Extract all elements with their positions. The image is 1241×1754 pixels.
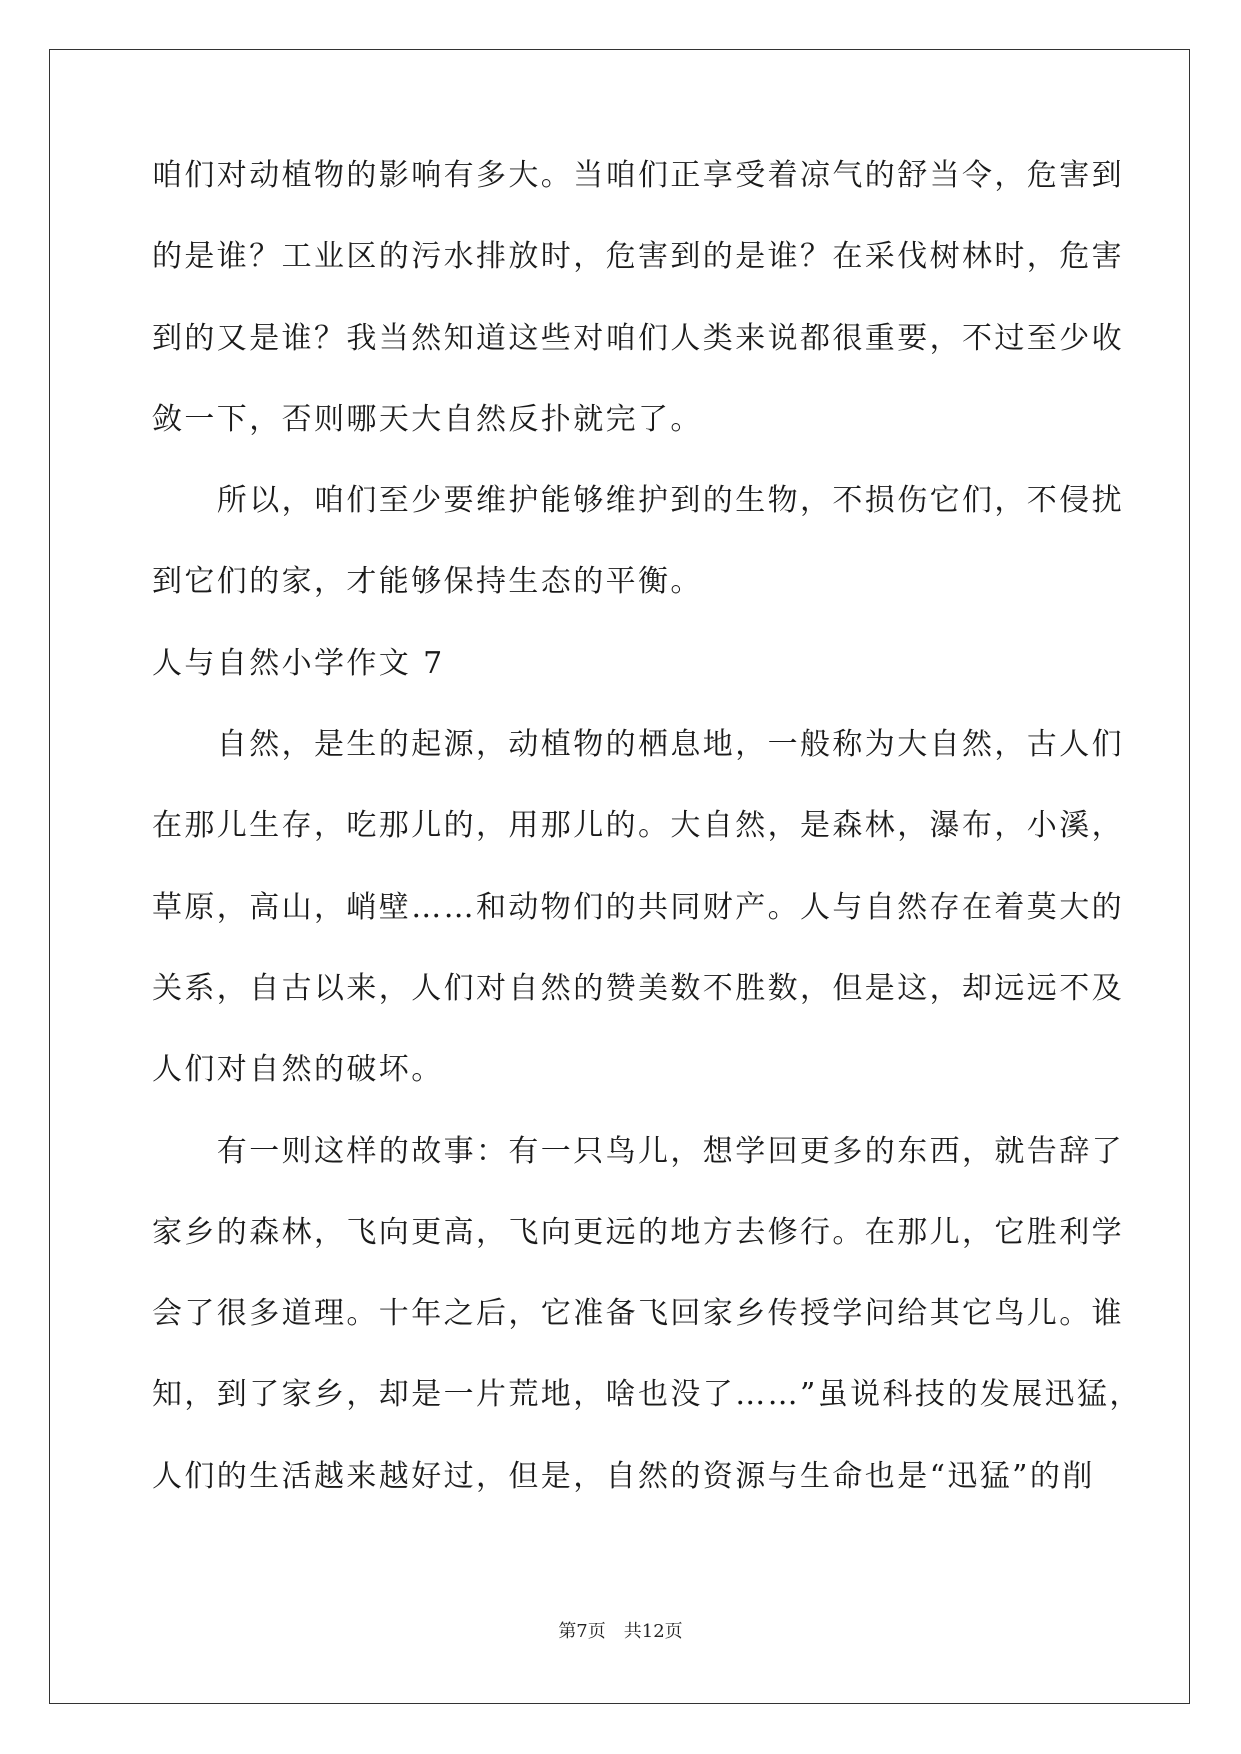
- text-line: 关系，自古以来，人们对自然的赞美数不胜数，但是这，却远远不及: [152, 970, 1124, 1006]
- text-line: 知，到了家乡，却是一片荒地，啥也没了……”虽说科技的发展迅猛，: [152, 1377, 1142, 1413]
- page-number-total: 共12页: [623, 1621, 683, 1642]
- text-line: 的是谁？工业区的污水排放时，危害到的是谁？在采伐树林时，危害: [152, 239, 1124, 275]
- text-line: 人们对自然的破坏。: [152, 1052, 444, 1088]
- text-line: 在那儿生存，吃那儿的，用那儿的。大自然，是森林，瀑布，小溪，: [152, 808, 1124, 844]
- text-line: 有一则这样的故事：有一只鸟儿，想学回更多的东西，就告辞了: [152, 1133, 1124, 1169]
- text-line: 敛一下，否则哪天大自然反扑就完了。: [152, 401, 703, 437]
- text-line: 人们的生活越来越好过，但是，自然的资源与生命也是“迅猛”的削: [152, 1458, 1095, 1494]
- text-line: 家乡的森林，飞向更高，飞向更远的地方去修行。在那儿，它胜利学: [152, 1214, 1124, 1250]
- text-line: 自然，是生的起源，动植物的栖息地，一般称为大自然，古人们: [152, 727, 1124, 763]
- text-line: 所以，咱们至少要维护能够维护到的生物，不损伤它们，不侵扰: [152, 483, 1124, 519]
- text-line: 到它们的家，才能够保持生态的平衡。: [152, 564, 703, 600]
- page-number-current: 第7页: [558, 1621, 606, 1642]
- section-heading: 人与自然小学作文 7: [152, 645, 445, 681]
- text-line: 到的又是谁？我当然知道这些对咱们人类来说都很重要，不过至少收: [152, 320, 1124, 356]
- document-body: [152, 158, 1142, 1540]
- text-line: 咱们对动植物的影响有多大。当咱们正享受着凉气的舒当令，危害到: [152, 158, 1124, 193]
- page-footer: [0, 1620, 1241, 1644]
- text-line: 会了很多道理。十年之后，它准备飞回家乡传授学问给其它鸟儿。谁: [152, 1296, 1124, 1332]
- text-line: 草原，高山，峭壁……和动物们的共同财产。人与自然存在着莫大的: [152, 889, 1124, 925]
